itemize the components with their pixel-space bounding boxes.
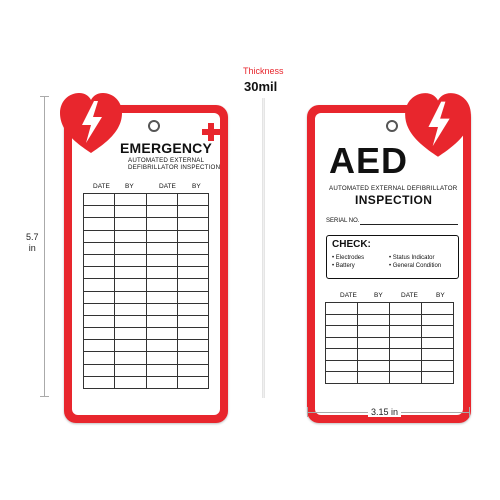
- thickness-edge-bar: [262, 98, 265, 398]
- tag-title-aed: AED: [329, 140, 409, 181]
- check-item-general-condition: • General Condition: [389, 263, 442, 269]
- table-cell: [358, 326, 390, 338]
- column-header-by: BY: [125, 183, 134, 190]
- table-cell: [84, 328, 115, 340]
- tag-title-emergency: EMERGENCY: [120, 140, 213, 156]
- table-cell: [326, 337, 358, 349]
- height-dimension-label: 5.7 in: [26, 230, 39, 256]
- table-cell: [146, 218, 177, 230]
- table-row: [84, 315, 209, 327]
- table-cell: [326, 349, 358, 361]
- inspection-log-grid: [325, 302, 454, 384]
- table-cell: [146, 267, 177, 279]
- serial-number-line: [360, 224, 458, 225]
- thickness-value: 30mil: [244, 79, 278, 94]
- table-cell: [390, 314, 422, 326]
- table-cell: [115, 242, 146, 254]
- table-cell: [177, 352, 208, 364]
- column-header-by: BY: [374, 292, 383, 299]
- table-cell: [177, 340, 208, 352]
- table-cell: [84, 254, 115, 266]
- table-row: [84, 218, 209, 230]
- table-cell: [422, 372, 454, 384]
- table-row: [84, 376, 209, 388]
- height-dimension-line: [44, 96, 45, 396]
- table-cell: [84, 352, 115, 364]
- table-cell: [146, 315, 177, 327]
- table-cell: [146, 194, 177, 206]
- table-cell: [115, 218, 146, 230]
- table-cell: [84, 376, 115, 388]
- table-cell: [84, 218, 115, 230]
- table-cell: [115, 267, 146, 279]
- check-title: CHECK:: [332, 239, 371, 250]
- column-header-date: DATE: [159, 183, 176, 190]
- table-cell: [146, 328, 177, 340]
- table-cell: [177, 376, 208, 388]
- table-row: [84, 230, 209, 242]
- table-cell: [115, 279, 146, 291]
- check-item-electrodes: • Electrodes: [332, 255, 365, 261]
- table-row: [84, 340, 209, 352]
- table-cell: [146, 254, 177, 266]
- check-box: [326, 235, 459, 279]
- table-cell: [390, 303, 422, 315]
- table-cell: [177, 291, 208, 303]
- dimension-tick: [469, 407, 470, 417]
- table-cell: [177, 230, 208, 242]
- table-row: [84, 254, 209, 266]
- table-cell: [115, 315, 146, 327]
- table-cell: [115, 291, 146, 303]
- table-cell: [358, 303, 390, 315]
- dimension-tick: [307, 407, 308, 417]
- table-cell: [177, 267, 208, 279]
- table-cell: [115, 352, 146, 364]
- table-cell: [84, 194, 115, 206]
- table-cell: [84, 279, 115, 291]
- table-cell: [84, 303, 115, 315]
- table-row: [84, 279, 209, 291]
- table-cell: [115, 254, 146, 266]
- width-dimension-label: 3.15 in: [368, 407, 401, 417]
- table-row: [84, 364, 209, 376]
- red-cross-icon: [202, 123, 220, 141]
- table-cell: [177, 194, 208, 206]
- table-cell: [358, 372, 390, 384]
- table-cell: [84, 364, 115, 376]
- table-cell: [146, 206, 177, 218]
- table-cell: [177, 218, 208, 230]
- table-cell: [84, 340, 115, 352]
- heart-lightning-icon: [403, 91, 473, 161]
- dimension-tick: [40, 96, 49, 97]
- table-cell: [326, 372, 358, 384]
- table-cell: [84, 230, 115, 242]
- table-cell: [177, 364, 208, 376]
- table-row: [326, 349, 454, 361]
- table-cell: [326, 314, 358, 326]
- tag-subtitle-line2: DEFIBRILLATOR INSPECTION: [128, 164, 221, 171]
- table-row: [326, 360, 454, 372]
- table-cell: [84, 315, 115, 327]
- table-cell: [146, 376, 177, 388]
- table-cell: [115, 364, 146, 376]
- tag-subtitle-line1: AUTOMATED EXTERNAL: [128, 157, 205, 164]
- table-cell: [390, 337, 422, 349]
- table-row: [84, 328, 209, 340]
- table-cell: [390, 326, 422, 338]
- table-cell: [146, 242, 177, 254]
- column-header-by: BY: [436, 292, 445, 299]
- table-cell: [146, 352, 177, 364]
- heart-lightning-icon: [58, 91, 124, 157]
- table-cell: [146, 364, 177, 376]
- table-cell: [326, 360, 358, 372]
- table-cell: [84, 267, 115, 279]
- table-cell: [84, 206, 115, 218]
- table-cell: [177, 242, 208, 254]
- table-row: [84, 267, 209, 279]
- left-aed-tag: [64, 105, 228, 423]
- column-header-by: BY: [192, 183, 201, 190]
- table-row: [326, 303, 454, 315]
- table-row: [84, 206, 209, 218]
- table-cell: [422, 349, 454, 361]
- table-cell: [177, 303, 208, 315]
- table-cell: [115, 194, 146, 206]
- left-tag-face: [72, 113, 220, 415]
- tag-hole: [148, 120, 160, 132]
- thickness-label: Thickness: [243, 66, 284, 76]
- table-cell: [422, 314, 454, 326]
- table-cell: [358, 314, 390, 326]
- check-item-status-indicator: • Status Indicator: [389, 255, 435, 261]
- table-cell: [146, 230, 177, 242]
- table-cell: [390, 360, 422, 372]
- table-row: [84, 194, 209, 206]
- table-cell: [115, 340, 146, 352]
- table-cell: [177, 206, 208, 218]
- table-row: [326, 337, 454, 349]
- inspection-table-header: [323, 292, 455, 301]
- table-cell: [146, 340, 177, 352]
- table-cell: [115, 206, 146, 218]
- table-cell: [146, 303, 177, 315]
- table-cell: [177, 279, 208, 291]
- table-cell: [390, 349, 422, 361]
- table-cell: [358, 337, 390, 349]
- table-cell: [177, 315, 208, 327]
- table-cell: [146, 291, 177, 303]
- table-cell: [326, 303, 358, 315]
- table-cell: [422, 360, 454, 372]
- table-cell: [326, 326, 358, 338]
- inspection-log-grid: [83, 193, 209, 389]
- table-row: [84, 291, 209, 303]
- table-cell: [358, 349, 390, 361]
- table-row: [326, 326, 454, 338]
- table-cell: [422, 303, 454, 315]
- column-header-date: DATE: [340, 292, 357, 299]
- right-aed-tag: [307, 105, 471, 423]
- table-row: [326, 372, 454, 384]
- table-cell: [177, 254, 208, 266]
- column-header-date: DATE: [93, 183, 110, 190]
- table-cell: [115, 328, 146, 340]
- dimension-tick: [40, 396, 49, 397]
- table-cell: [84, 291, 115, 303]
- table-cell: [115, 376, 146, 388]
- table-cell: [390, 372, 422, 384]
- table-row: [84, 352, 209, 364]
- check-item-battery: • Battery: [332, 263, 355, 269]
- tag-hole: [386, 120, 398, 132]
- table-cell: [146, 279, 177, 291]
- tag-heading-inspection: INSPECTION: [355, 193, 433, 207]
- table-row: [84, 303, 209, 315]
- table-cell: [115, 303, 146, 315]
- table-row: [326, 314, 454, 326]
- serial-number-label: SERIAL NO.: [326, 218, 360, 224]
- inspection-table-header: [80, 183, 212, 192]
- table-cell: [358, 360, 390, 372]
- table-cell: [422, 326, 454, 338]
- tag-subtitle: AUTOMATED EXTERNAL DEFIBRILLATOR: [329, 185, 458, 192]
- table-cell: [84, 242, 115, 254]
- table-cell: [422, 337, 454, 349]
- table-cell: [115, 230, 146, 242]
- table-row: [84, 242, 209, 254]
- column-header-date: DATE: [401, 292, 418, 299]
- table-cell: [177, 328, 208, 340]
